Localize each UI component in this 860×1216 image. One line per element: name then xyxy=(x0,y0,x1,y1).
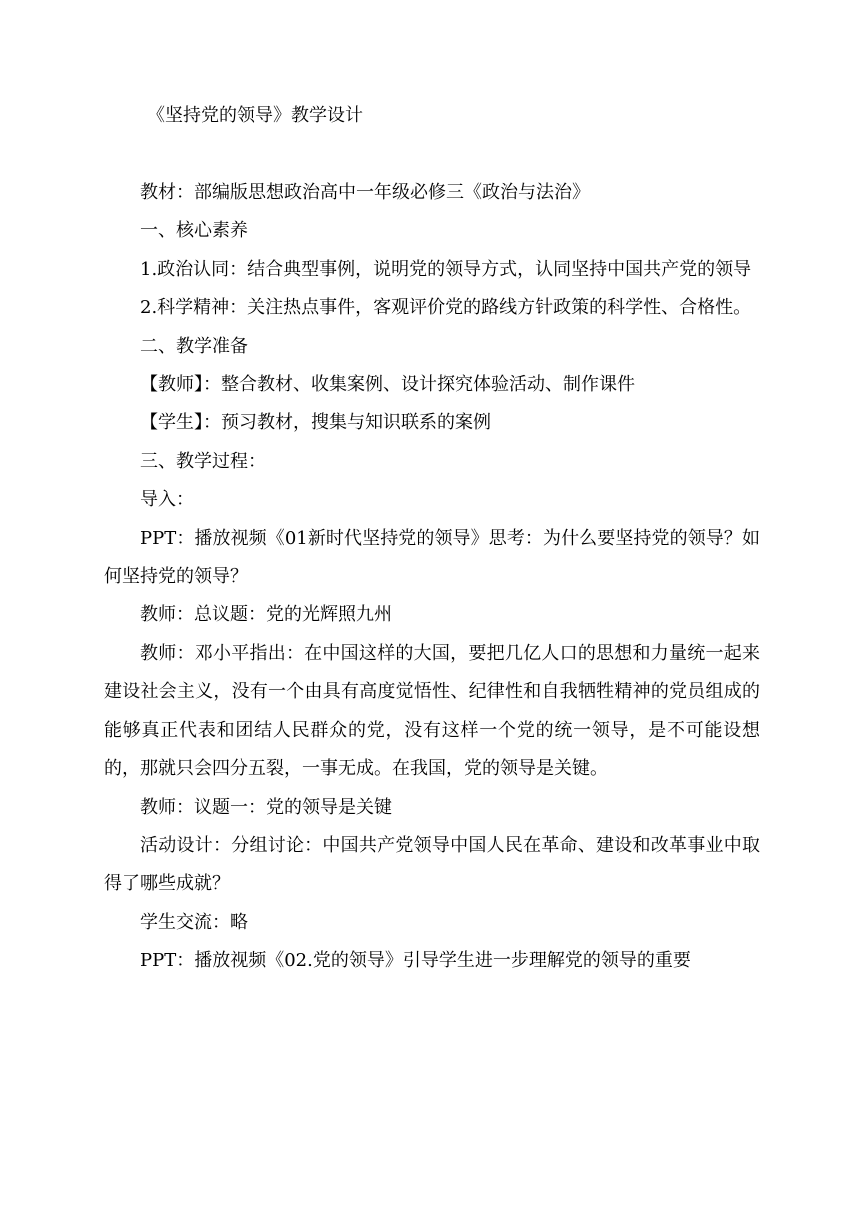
paragraph-general-topic: 教师：总议题：党的光辉照九州 xyxy=(140,604,392,626)
heading-teaching-process: 三、教学过程： xyxy=(140,450,266,472)
document-body xyxy=(104,174,760,981)
heading-teaching-preparation: 二、教学准备 xyxy=(140,335,248,357)
heading-core-literacy: 一、核心素养 xyxy=(140,220,248,242)
paragraph-political-identity: 1.政治认同：结合典型事例，说明党的领导方式，认同坚持中国共产党的领导 xyxy=(140,258,752,280)
paragraph-activity-design: 活动设计：分组讨论：中国共产党领导中国人民在革命、建设和改革事业中取得了哪些成就？ xyxy=(104,834,760,895)
paragraph-ppt-video-1: PPT：播放视频《01新时代坚持党的领导》思考：为什么要坚持党的领导？如何坚持党的领导？ xyxy=(104,527,760,588)
paragraph-deng-xiaoping-quote: 教师：邓小平指出：在中国这样的大国，要把几亿人口的思想和力量统一起来建设社会主义，没有一个由具有高度觉悟性、纪律性和自我牺牲精神的党员组成的能够真正代表和团结人民群众的党，没有这样一个党的统一领导，是不可能设想的，那就只会四分五裂，一事无成。在我国，党的领导是关键。 xyxy=(104,642,760,780)
paragraph-topic-one: 教师：议题一：党的领导是关键 xyxy=(140,796,392,818)
paragraph-student-preparation: 【学生】：预习教材，搜集与知识联系的案例 xyxy=(140,412,491,434)
paragraph-introduction: 导入： xyxy=(140,489,194,511)
paragraph-student-exchange: 学生交流：略 xyxy=(140,911,248,933)
paragraph-ppt-video-2: PPT：播放视频《02.党的领导》引导学生进一步理解党的领导的重要 xyxy=(140,950,691,972)
paragraph-textbook: 教材：部编版思想政治高中一年级必修三《政治与法治》 xyxy=(140,182,590,203)
document-title: 《坚持党的领导》教学设计 xyxy=(147,105,363,126)
paragraph-scientific-spirit: 2.科学精神：关注热点事件，客观评价党的路线方针政策的科学性、合格性。 xyxy=(140,297,752,319)
paragraph-teacher-preparation: 【教师】：整合教材、收集案例、设计探究体验活动、制作课件 xyxy=(140,374,635,396)
